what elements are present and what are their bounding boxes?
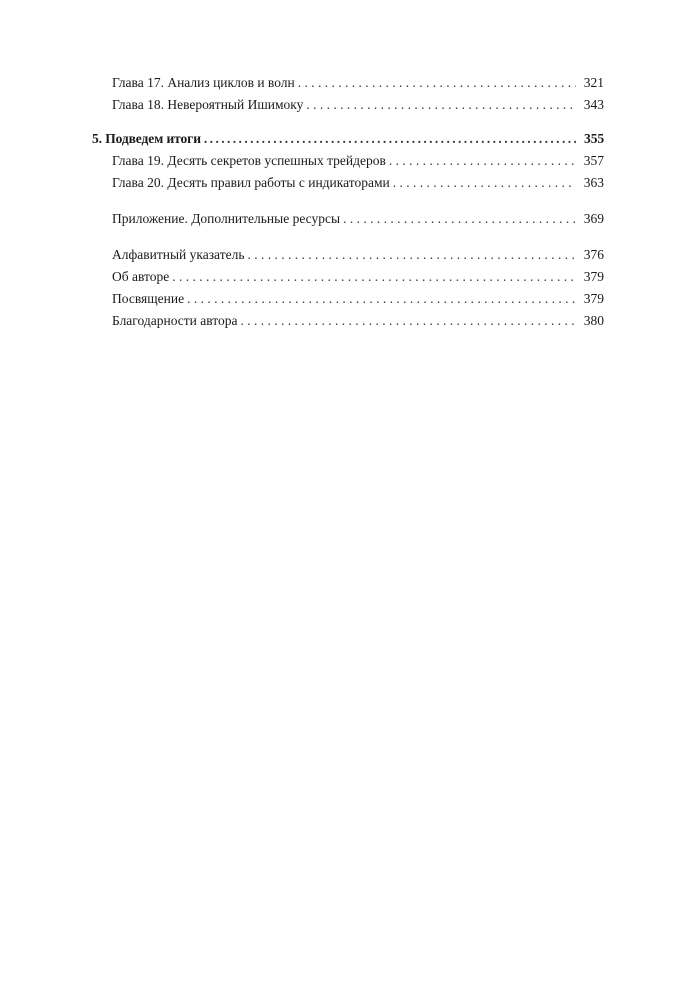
- toc-entry-page: 343: [583, 97, 604, 112]
- toc-part-title: 5. Подведем итоги: [92, 131, 201, 146]
- toc-entry-chapter-20[interactable]: [92, 172, 604, 194]
- toc-entry-title: Глава 17. Анализ циклов и волн: [112, 75, 295, 90]
- table-of-contents: [92, 72, 604, 332]
- toc-entry-page: 376: [583, 247, 604, 262]
- toc-entry-title: Об авторе: [112, 269, 170, 284]
- toc-entry-chapter-17[interactable]: [92, 72, 604, 94]
- toc-dot-leader: [172, 266, 576, 288]
- toc-entry-page: 355: [584, 131, 604, 146]
- toc-dot-leader: [204, 128, 576, 150]
- toc-entry-title: Посвящение: [112, 291, 185, 306]
- toc-entry-appendix[interactable]: [92, 208, 604, 230]
- toc-entry-chapter-19[interactable]: [92, 150, 604, 172]
- toc-entry-title: Алфавитный указатель: [112, 247, 245, 262]
- toc-dot-leader: [187, 288, 576, 310]
- toc-dot-leader: [298, 72, 576, 94]
- toc-entry-title: Глава 19. Десять секретов успешных трейдеров: [112, 153, 386, 168]
- toc-entry-chapter-18[interactable]: [92, 94, 604, 116]
- toc-entry-title: Благодарности автора: [112, 313, 238, 328]
- toc-entry-about-author[interactable]: [92, 266, 604, 288]
- toc-entry-dedication[interactable]: [92, 288, 604, 310]
- toc-dot-leader: [393, 172, 576, 194]
- toc-entry-page: 369: [583, 211, 604, 226]
- toc-entry-acknowledgments[interactable]: [92, 310, 604, 332]
- toc-entry-title: Глава 20. Десять правил работы с индикаторами: [112, 175, 390, 190]
- toc-dot-leader: [389, 150, 576, 172]
- toc-dot-leader: [247, 244, 576, 266]
- toc-entry-page: 379: [583, 269, 604, 284]
- toc-entry-page: 379: [583, 291, 604, 306]
- toc-dot-leader: [306, 94, 576, 116]
- toc-entry-index[interactable]: [92, 244, 604, 266]
- toc-entry-page: 363: [583, 175, 604, 190]
- toc-entry-page: 380: [583, 313, 604, 328]
- toc-entry-page: 357: [583, 153, 604, 168]
- toc-entry-page: 321: [583, 75, 604, 90]
- toc-dot-leader: [343, 208, 576, 230]
- toc-entry-title: Приложение. Дополнительные ресурсы: [112, 211, 341, 226]
- toc-entry-part-5[interactable]: [92, 128, 604, 150]
- toc-dot-leader: [241, 310, 576, 332]
- toc-entry-title: Глава 18. Невероятный Ишимоку: [112, 97, 304, 112]
